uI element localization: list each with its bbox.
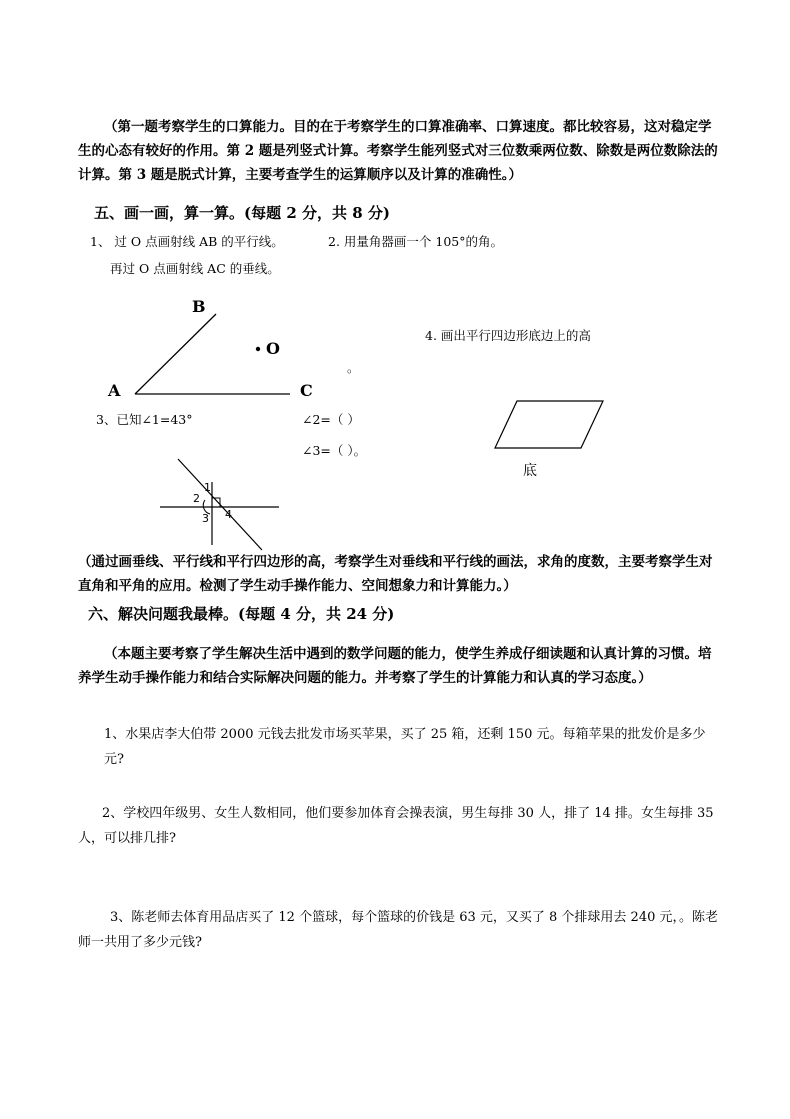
question-4-dot: 。 (347, 360, 360, 375)
angle-label-4: 4 (225, 508, 232, 521)
section-six-heading: 六、解决问题我最棒。(每题 4 分，共 24 分) (88, 605, 395, 623)
label-o: O (266, 339, 280, 358)
section-five-heading: 五、画一画，算一算。(每题 2 分，共 8 分) (94, 204, 390, 222)
question-4: 4. 画出平行四边形底边上的高 (425, 328, 591, 343)
question-3-angle-2: ∠2=（ ） (302, 412, 360, 427)
section-six-note: （本题主要考察了学生解决生活中遇到的数学问题的能力，使学生养成仔细读题和认真计算的习惯。培养学生动手操作能力和结合实际解决问题的能力。并考察了学生的计算能力和认真的学习态度。） (78, 646, 712, 686)
intro-note: （第一题考察学生的口算能力。目的在于考察学生的口算准确率、口算速度。都比较容易，这对稳定学生的心态有较好的作用。第 2 题是列竖式计算。考察学生能列竖式对三位数乘两位数、除数是两位数除法的计算。第 3 题是脱式计算，主要考查学生的运算顺序以及计算的准确性。） (78, 119, 718, 183)
problem-3: 3、陈老师去体育用品店买了 12 个篮球，每个篮球的价钱是 63 元，又买了 8 个排球用去 240 元，。陈老师一共用了多少元钱? (78, 910, 718, 950)
question-3-given: 3、已知∠1=43° (96, 412, 193, 427)
label-c: C (300, 381, 313, 400)
question-2: 2. 用量角器画一个 105°的角。 (328, 234, 503, 249)
question-3-angle-3: ∠3=（ ）。 (302, 443, 367, 458)
question-1-line-1: 1、 过 O 点画射线 AB 的平行线。 (90, 234, 284, 249)
base-label: 底 (523, 463, 537, 479)
problem-2: 2、学校四年级男、女生人数相同，他们要参加体育会操表演，男生每排 30 人，排了 14 排。女生每排 35 人，可以排几排? (78, 806, 714, 846)
angle-label-2: 2 (193, 492, 200, 505)
problem-1: 1、水果店李大伯带 2000 元钱去批发市场买苹果，买了 25 箱，还剩 150 元。每箱苹果的批发价是多少元? (104, 727, 706, 767)
question-1-line-2: 再过 O 点画射线 AC 的垂线。 (110, 261, 280, 276)
label-a: A (108, 381, 121, 400)
section-five-note: （通过画垂线、平行线和平行四边形的高，考察学生对垂线和平行线的画法，求角的度数，主要考察学生对直角和平角的应用。检测了学生动手操作能力、空间想象力和计算能力。） (78, 554, 713, 594)
angle-label-3: 3 (202, 512, 209, 525)
label-b: B (192, 297, 206, 316)
angle-label-1: 1 (204, 481, 211, 494)
